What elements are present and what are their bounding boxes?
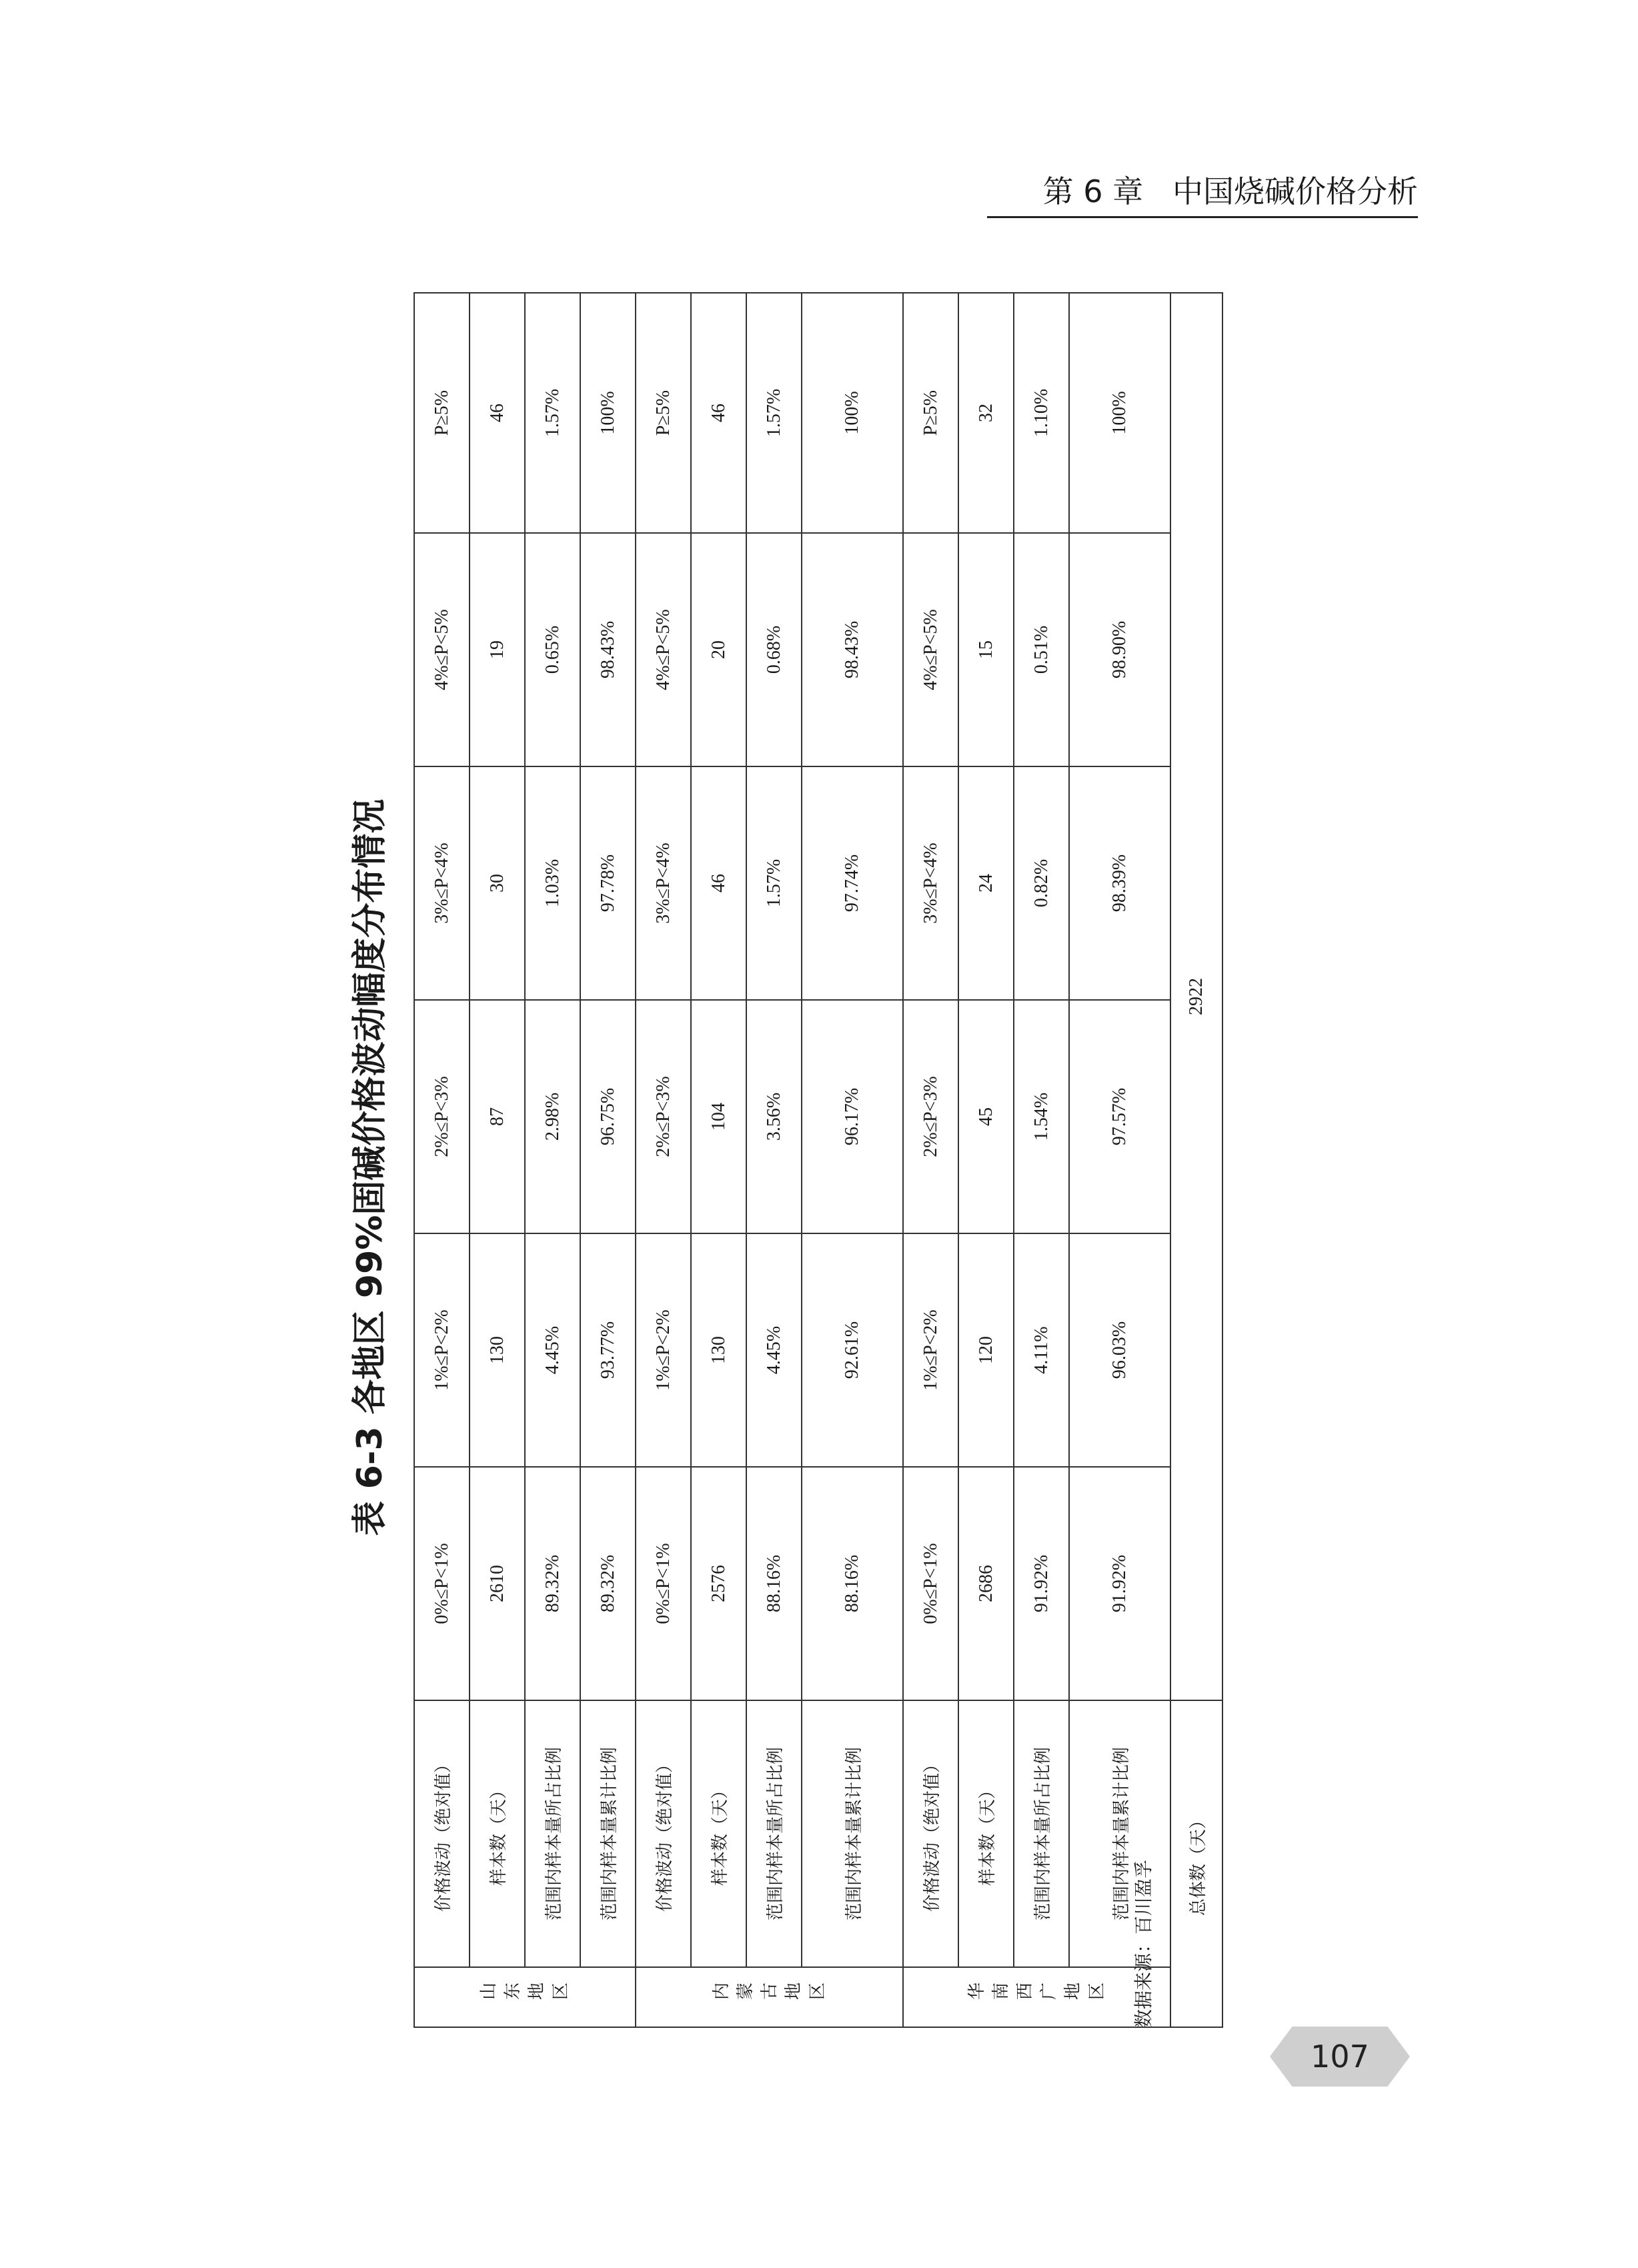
count-cell: 2686 bbox=[958, 1467, 1014, 1700]
range-cell: 2%≤P<3% bbox=[636, 1000, 691, 1233]
row-label: 范围内样本量所占比例 bbox=[746, 1700, 802, 1967]
table-title: 表 6-3 各地区 99%固碱价格波动幅度分布情况 bbox=[350, 798, 390, 1536]
cumulative-cell: 98.43% bbox=[802, 533, 903, 766]
range-cell: 3%≤P<4% bbox=[903, 766, 958, 1000]
count-cell: 2610 bbox=[470, 1467, 525, 1700]
total-label: 总体数（天） bbox=[1170, 1700, 1222, 2027]
cumulative-cell: 96.03% bbox=[1069, 1233, 1170, 1467]
share-cell: 0.68% bbox=[746, 533, 802, 766]
data-source-note: 数据来源：百川盈孚 bbox=[1132, 1859, 1154, 2028]
range-cell: 3%≤P<4% bbox=[636, 766, 691, 1000]
cumulative-cell: 96.75% bbox=[580, 1000, 636, 1233]
rotated-table-area bbox=[333, 287, 1208, 2048]
range-cell: 4%≤P<5% bbox=[636, 533, 691, 766]
share-cell: 1.57% bbox=[525, 293, 580, 533]
count-cell: 104 bbox=[691, 1000, 746, 1233]
row-label: 价格波动（绝对值） bbox=[636, 1700, 691, 1967]
count-cell: 32 bbox=[958, 293, 1014, 533]
share-cell: 3.56% bbox=[746, 1000, 802, 1233]
share-cell: 1.57% bbox=[746, 766, 802, 1000]
table-row bbox=[802, 293, 903, 2027]
row-label: 样本数（天） bbox=[691, 1700, 746, 1967]
volatility-table bbox=[414, 292, 1223, 2028]
chapter-header: 第 6 章 中国烧碱价格分析 bbox=[1042, 173, 1418, 209]
share-cell: 91.92% bbox=[1014, 1467, 1069, 1700]
share-cell: 1.03% bbox=[525, 766, 580, 1000]
range-cell: P≥5% bbox=[414, 293, 470, 533]
cumulative-cell: 93.77% bbox=[580, 1233, 636, 1467]
count-cell: 46 bbox=[691, 293, 746, 533]
total-value: 2922 bbox=[1170, 293, 1222, 1700]
cumulative-cell: 98.39% bbox=[1069, 766, 1170, 1000]
cumulative-cell: 89.32% bbox=[580, 1467, 636, 1700]
count-cell: 20 bbox=[691, 533, 746, 766]
cumulative-cell: 98.90% bbox=[1069, 533, 1170, 766]
cumulative-cell: 100% bbox=[1069, 293, 1170, 533]
table-row bbox=[580, 293, 636, 2027]
range-cell: P≥5% bbox=[636, 293, 691, 533]
count-cell: 30 bbox=[470, 766, 525, 1000]
header-rule bbox=[987, 216, 1418, 218]
share-cell: 0.82% bbox=[1014, 766, 1069, 1000]
range-cell: 0%≤P<1% bbox=[636, 1467, 691, 1700]
count-cell: 46 bbox=[470, 293, 525, 533]
count-cell: 2576 bbox=[691, 1467, 746, 1700]
share-cell: 1.54% bbox=[1014, 1000, 1069, 1233]
share-cell: 0.51% bbox=[1014, 533, 1069, 766]
table-row bbox=[414, 293, 470, 2027]
range-cell: 3%≤P<4% bbox=[414, 766, 470, 1000]
table-row bbox=[470, 293, 525, 2027]
count-cell: 15 bbox=[958, 533, 1014, 766]
region-cell: 山东地区 bbox=[414, 1967, 636, 2027]
share-cell: 2.98% bbox=[525, 1000, 580, 1233]
row-label: 价格波动（绝对值） bbox=[414, 1700, 470, 1967]
range-cell: 4%≤P<5% bbox=[414, 533, 470, 766]
table-row bbox=[525, 293, 580, 2027]
table-row bbox=[1014, 293, 1069, 2027]
row-label: 范围内样本量累计比例 bbox=[580, 1700, 636, 1967]
share-cell: 89.32% bbox=[525, 1467, 580, 1700]
cumulative-cell: 92.61% bbox=[802, 1233, 903, 1467]
count-cell: 24 bbox=[958, 766, 1014, 1000]
count-cell: 19 bbox=[470, 533, 525, 766]
table-row bbox=[746, 293, 802, 2027]
share-cell: 1.57% bbox=[746, 293, 802, 533]
share-cell: 4.11% bbox=[1014, 1233, 1069, 1467]
row-label: 范围内样本量累计比例 bbox=[1069, 1700, 1170, 1967]
row-label: 范围内样本量所占比例 bbox=[525, 1700, 580, 1967]
range-cell: 2%≤P<3% bbox=[903, 1000, 958, 1233]
share-cell: 0.65% bbox=[525, 533, 580, 766]
cumulative-cell: 97.74% bbox=[802, 766, 903, 1000]
cumulative-cell: 97.78% bbox=[580, 766, 636, 1000]
row-label: 范围内样本量所占比例 bbox=[1014, 1700, 1069, 1967]
table-row bbox=[636, 293, 691, 2027]
range-cell: 0%≤P<1% bbox=[903, 1467, 958, 1700]
range-cell: 1%≤P<2% bbox=[414, 1233, 470, 1467]
count-cell: 130 bbox=[691, 1233, 746, 1467]
table-row bbox=[903, 293, 958, 2027]
range-cell: P≥5% bbox=[903, 293, 958, 533]
region-cell: 华南西广地区 bbox=[903, 1967, 1170, 2027]
count-cell: 120 bbox=[958, 1233, 1014, 1467]
count-cell: 87 bbox=[470, 1000, 525, 1233]
count-cell: 45 bbox=[958, 1000, 1014, 1233]
cumulative-cell: 97.57% bbox=[1069, 1000, 1170, 1233]
row-label: 范围内样本量累计比例 bbox=[802, 1700, 903, 1967]
table-row bbox=[958, 293, 1014, 2027]
cumulative-cell: 100% bbox=[802, 293, 903, 533]
share-cell: 4.45% bbox=[746, 1233, 802, 1467]
cumulative-cell: 91.92% bbox=[1069, 1467, 1170, 1700]
cumulative-cell: 88.16% bbox=[802, 1467, 903, 1700]
share-cell: 1.10% bbox=[1014, 293, 1069, 533]
row-label: 样本数（天） bbox=[470, 1700, 525, 1967]
region-cell: 内蒙古地区 bbox=[636, 1967, 903, 2027]
count-cell: 46 bbox=[691, 766, 746, 1000]
table-stage bbox=[333, 287, 1208, 2048]
cumulative-cell: 100% bbox=[580, 293, 636, 533]
cumulative-cell: 98.43% bbox=[580, 533, 636, 766]
range-cell: 2%≤P<3% bbox=[414, 1000, 470, 1233]
total-row bbox=[1170, 293, 1222, 2027]
range-cell: 4%≤P<5% bbox=[903, 533, 958, 766]
share-cell: 88.16% bbox=[746, 1467, 802, 1700]
row-label: 样本数（天） bbox=[958, 1700, 1014, 1967]
table-row bbox=[691, 293, 746, 2027]
share-cell: 4.45% bbox=[525, 1233, 580, 1467]
cumulative-cell: 96.17% bbox=[802, 1000, 903, 1233]
page-number: 107 bbox=[1311, 2039, 1369, 2075]
range-cell: 1%≤P<2% bbox=[903, 1233, 958, 1467]
range-cell: 1%≤P<2% bbox=[636, 1233, 691, 1467]
row-label: 价格波动（绝对值） bbox=[903, 1700, 958, 1967]
range-cell: 0%≤P<1% bbox=[414, 1467, 470, 1700]
count-cell: 130 bbox=[470, 1233, 525, 1467]
